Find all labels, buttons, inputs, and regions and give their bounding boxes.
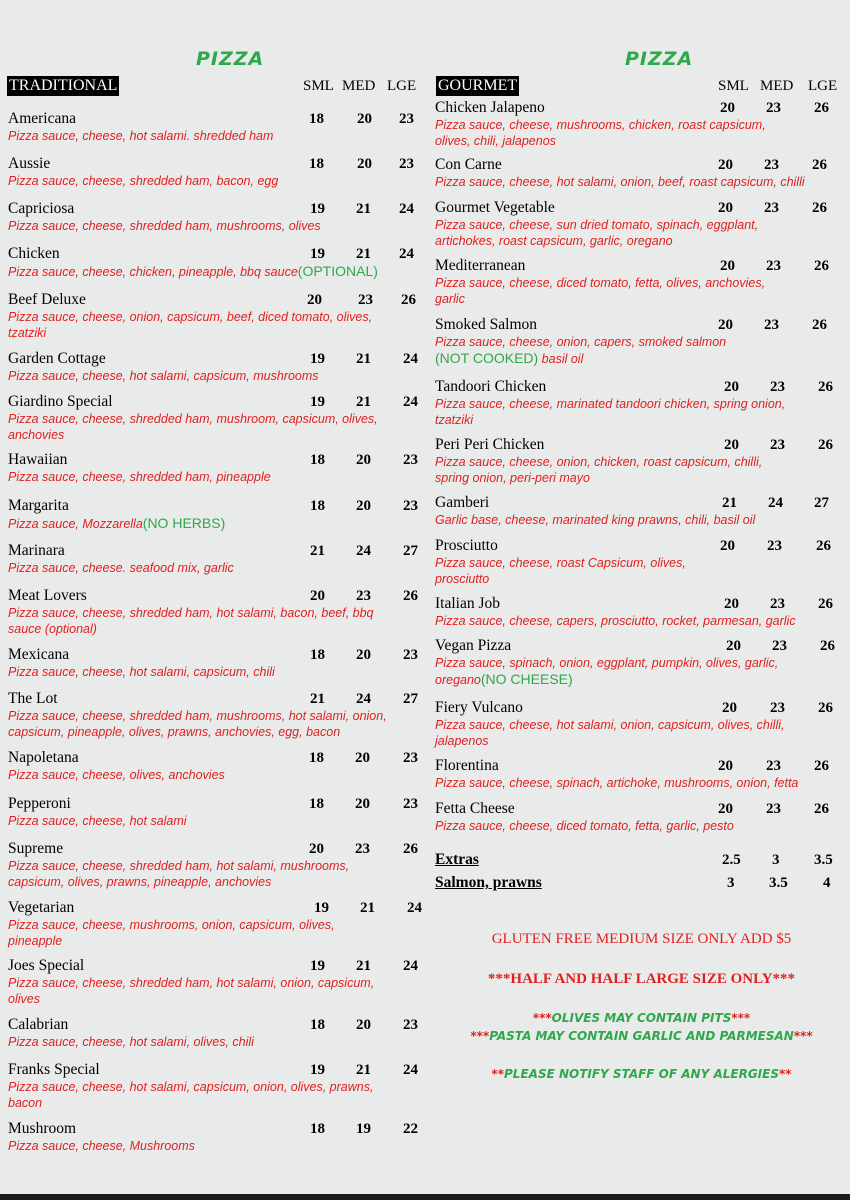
price-lge: 23 <box>403 452 418 468</box>
item-name: Americana <box>8 110 76 127</box>
allergy-notice <box>433 1067 850 1081</box>
size-header-lge: LGE <box>387 78 417 94</box>
item-description <box>435 334 726 367</box>
price-sml: 20 <box>726 638 741 654</box>
item-name: Calabrian <box>8 1016 69 1033</box>
section-label-traditional: TRADITIONAL <box>9 77 118 94</box>
description-line: spring onion, peri-peri mayo <box>435 471 590 485</box>
price-lge: 24 <box>403 394 418 410</box>
price-med: 20 <box>357 111 372 127</box>
price-lge: 24 <box>407 900 422 916</box>
item-description <box>8 411 378 443</box>
price-med: 21 <box>360 900 375 916</box>
size-header-lge: LGE <box>808 78 838 94</box>
description-line: Pizza sauce, cheese, Mushrooms <box>8 1139 195 1153</box>
item-description <box>8 218 321 234</box>
price-sml: 21 <box>310 691 325 707</box>
item-description <box>8 813 187 829</box>
item-description <box>435 717 784 749</box>
price-med: 23 <box>764 157 779 173</box>
price-med: 24 <box>768 495 783 511</box>
size-header-med: MED <box>760 78 794 94</box>
price-med: 20 <box>355 796 370 812</box>
item-description <box>435 613 796 629</box>
gluten-free-notice: GLUTEN FREE MEDIUM SIZE ONLY ADD $5 <box>491 931 792 947</box>
extras-name: Salmon, prawns <box>435 874 542 891</box>
description-line: Pizza sauce, cheese, shredded ham, pineapple <box>8 470 271 484</box>
description-line: Pizza sauce, spinach, onion, eggplant, pumpkin, olives, garlic, <box>435 656 779 670</box>
price-sml: 19 <box>310 201 325 217</box>
price-lge: 23 <box>403 498 418 514</box>
description-line: capsicum, pineapple, olives, prawns, anchovies, egg, bacon <box>8 725 341 739</box>
price-lge: 27 <box>403 691 418 707</box>
description-line: Pizza sauce, cheese, olives, anchovies <box>8 768 225 782</box>
section-label-gourmet: GOURMET <box>438 77 518 94</box>
notice-stars: ** <box>491 1067 505 1081</box>
description-line: anchovies <box>8 428 65 442</box>
item-description <box>8 1034 254 1050</box>
item-name: Franks Special <box>8 1061 100 1078</box>
item-name: Marinara <box>8 542 65 559</box>
item-description <box>435 818 734 834</box>
price-sml: 18 <box>310 498 325 514</box>
item-name: Prosciutto <box>435 537 498 554</box>
extras-price-lge: 3.5 <box>814 852 833 868</box>
description-line: Pizza sauce, cheese, hot salami. shredded ham <box>8 129 274 143</box>
item-name: Mexicana <box>8 646 70 663</box>
price-lge: 26 <box>812 200 827 216</box>
price-med: 23 <box>355 841 370 857</box>
price-sml: 21 <box>722 495 737 511</box>
allergy-text: PLEASE NOTIFY STAFF OF ANY ALERGIES <box>504 1067 779 1081</box>
description-line: Pizza sauce, cheese, shredded ham, hot salami, mushrooms, <box>8 859 350 873</box>
item-name: Smoked Salmon <box>435 316 538 333</box>
price-sml: 18 <box>309 750 324 766</box>
description-line: Pizza sauce, cheese, hot salami, capsicum, onion, olives, prawns, <box>8 1080 374 1094</box>
size-header-sml: SML <box>718 78 749 94</box>
price-sml: 19 <box>310 394 325 410</box>
extras-price-med: 3.5 <box>769 875 788 891</box>
item-name: Gamberi <box>435 494 490 511</box>
price-sml: 20 <box>309 841 324 857</box>
price-lge: 23 <box>403 796 418 812</box>
item-name: Pepperoni <box>8 795 71 812</box>
price-lge: 23 <box>403 750 418 766</box>
item-name: Tandoori Chicken <box>435 378 547 395</box>
description-line: Pizza sauce, cheese, shredded ham, mushrooms, olives <box>8 219 321 233</box>
item-name: Peri Peri Chicken <box>435 436 545 453</box>
price-sml: 20 <box>720 258 735 274</box>
price-sml: 19 <box>314 900 329 916</box>
notice-stars: *** <box>793 1029 813 1043</box>
price-sml: 20 <box>718 801 733 817</box>
item-name: Aussie <box>8 155 51 172</box>
price-sml: 20 <box>720 538 735 554</box>
item-name: Garden Cottage <box>8 350 106 367</box>
item-description <box>435 512 755 528</box>
price-sml: 18 <box>310 452 325 468</box>
description-line: Pizza sauce, cheese, shredded ham, mushroom, capsicum, olives, <box>8 412 378 426</box>
description-line: Pizza sauce, cheese, sun dried tomato, spinach, eggplant, <box>435 218 759 232</box>
price-sml: 20 <box>724 437 739 453</box>
description-line: tzatziki <box>435 413 474 427</box>
price-lge: 27 <box>814 495 829 511</box>
price-lge: 23 <box>403 647 418 663</box>
price-lge: 26 <box>818 596 833 612</box>
price-sml: 20 <box>718 200 733 216</box>
notice-stars: *** <box>470 1029 490 1043</box>
price-lge: 26 <box>403 841 418 857</box>
description-line: sauce (optional) <box>8 622 97 636</box>
price-med: 21 <box>356 246 371 262</box>
notice-stars: ** <box>778 1067 792 1081</box>
price-sml: 20 <box>718 317 733 333</box>
item-description <box>8 664 275 680</box>
price-sml: 18 <box>310 1121 325 1137</box>
item-name: Mediterranean <box>435 257 526 274</box>
item-description <box>435 775 798 791</box>
description-line: basil oil <box>538 352 584 366</box>
item-description <box>8 560 234 576</box>
price-med: 19 <box>356 1121 371 1137</box>
description-line: garlic <box>435 292 465 306</box>
item-name: Chicken Jalapeno <box>435 99 545 116</box>
olives-pits-notice <box>433 1011 850 1025</box>
extras-price-sml: 3 <box>727 875 735 891</box>
description-line: Pizza sauce, cheese, hot salami, capsicum, chili <box>8 665 275 679</box>
price-med: 20 <box>356 647 371 663</box>
item-name: Mushroom <box>8 1120 77 1137</box>
description-line: Pizza sauce, cheese. seafood mix, garlic <box>8 561 234 575</box>
price-lge: 24 <box>399 201 414 217</box>
item-description <box>8 1079 373 1111</box>
price-sml: 20 <box>718 758 733 774</box>
price-sml: 19 <box>310 1062 325 1078</box>
item-name: Margarita <box>8 497 69 514</box>
price-med: 23 <box>766 758 781 774</box>
description-line: Pizza sauce, cheese, shredded ham, hot salami, bacon, beef, bbq <box>8 606 374 620</box>
price-med: 24 <box>356 543 371 559</box>
item-name: Florentina <box>435 757 499 774</box>
price-lge: 22 <box>403 1121 418 1137</box>
price-sml: 20 <box>724 379 739 395</box>
price-med: 20 <box>356 498 371 514</box>
notice-stars: *** <box>532 1011 552 1025</box>
price-med: 20 <box>357 156 372 172</box>
extras-price-lge: 4 <box>823 875 831 891</box>
item-description <box>8 975 374 1007</box>
price-med: 23 <box>764 200 779 216</box>
description-line: Pizza sauce, cheese, hot salami <box>8 814 187 828</box>
item-description <box>435 454 762 486</box>
item-description <box>435 117 766 149</box>
item-name: Vegetarian <box>8 899 75 916</box>
item-description <box>8 858 349 890</box>
description-line: olives, chili, jalapenos <box>435 134 556 148</box>
item-description <box>8 368 319 384</box>
price-med: 23 <box>770 596 785 612</box>
price-lge: 26 <box>818 437 833 453</box>
item-name: Chicken <box>8 245 60 262</box>
price-med: 20 <box>356 452 371 468</box>
item-description <box>8 263 378 280</box>
description-line: Garlic base, cheese, marinated king prawns, chili, basil oil <box>435 513 756 527</box>
price-sml: 18 <box>309 156 324 172</box>
price-sml: 18 <box>310 647 325 663</box>
item-name: Beef Deluxe <box>8 291 86 308</box>
item-name: Con Carne <box>435 156 502 173</box>
description-line: Pizza sauce, cheese, roast Capsicum, olives, <box>435 556 686 570</box>
price-lge: 26 <box>812 157 827 173</box>
item-description <box>435 655 778 688</box>
price-med: 23 <box>358 292 373 308</box>
price-med: 21 <box>356 351 371 367</box>
extras-price-sml: 2.5 <box>722 852 741 868</box>
item-note: (NO CHEESE) <box>480 671 573 687</box>
notice-stars: *** <box>731 1011 751 1025</box>
item-name: Giardino Special <box>8 393 113 410</box>
price-med: 23 <box>767 538 782 554</box>
item-description <box>8 309 372 341</box>
price-med: 21 <box>356 958 371 974</box>
price-sml: 20 <box>307 292 322 308</box>
description-line: Pizza sauce, cheese, diced tomato, fetta, olives, anchovies, <box>435 276 766 290</box>
price-lge: 26 <box>816 538 831 554</box>
price-lge: 26 <box>401 292 416 308</box>
item-name: Joes Special <box>8 957 85 974</box>
price-med: 23 <box>766 258 781 274</box>
description-line: Pizza sauce, cheese, onion, chicken, roast capsicum, chilli, <box>435 455 763 469</box>
price-lge: 26 <box>818 700 833 716</box>
price-med: 23 <box>770 437 785 453</box>
price-med: 20 <box>355 750 370 766</box>
price-sml: 19 <box>310 958 325 974</box>
description-line: Pizza sauce, cheese, marinated tandoori chicken, spring onion, <box>435 397 786 411</box>
price-lge: 26 <box>814 100 829 116</box>
description-line: oregano <box>435 673 481 687</box>
description-line: Pizza sauce, cheese, mushrooms, onion, capsicum, olives, <box>8 918 335 932</box>
price-sml: 20 <box>722 700 737 716</box>
extras-price-med: 3 <box>772 852 780 868</box>
price-med: 23 <box>770 700 785 716</box>
price-sml: 20 <box>310 588 325 604</box>
description-line: olives <box>8 992 40 1006</box>
item-note: (NO HERBS) <box>142 515 226 531</box>
price-lge: 23 <box>399 111 414 127</box>
item-name: Vegan Pizza <box>435 637 512 654</box>
item-name: Fiery Vulcano <box>435 699 523 716</box>
pasta-garlic-notice <box>433 1029 850 1043</box>
item-description <box>435 174 805 190</box>
price-lge: 23 <box>399 156 414 172</box>
description-line: Pizza sauce, cheese, chicken, pineapple, bbq sauce <box>8 265 298 279</box>
description-line: capsicum, olives, prawns, pineapple, anchovies <box>8 875 272 889</box>
price-lge: 24 <box>403 351 418 367</box>
item-name: Gourmet Vegetable <box>435 199 555 216</box>
item-name: Hawaiian <box>8 451 68 468</box>
description-line: Pizza sauce, cheese, onion, capers, smoked salmon <box>435 335 727 349</box>
half-and-half-notice: ***HALF AND HALF LARGE SIZE ONLY*** <box>487 971 796 987</box>
item-name: Capriciosa <box>8 200 75 217</box>
item-name: Napoletana <box>8 749 79 766</box>
price-lge: 24 <box>403 1062 418 1078</box>
description-line: Pizza sauce, cheese, capers, prosciutto, rocket, parmesan, garlic <box>435 614 796 628</box>
price-lge: 26 <box>403 588 418 604</box>
traditional-header-row <box>0 76 425 96</box>
price-lge: 24 <box>403 958 418 974</box>
item-name: Fetta Cheese <box>435 800 515 817</box>
price-med: 23 <box>766 100 781 116</box>
price-lge: 26 <box>812 317 827 333</box>
description-line: Pizza sauce, cheese, shredded ham, bacon, egg <box>8 174 279 188</box>
price-med: 23 <box>764 317 779 333</box>
item-name: Italian Job <box>435 595 500 612</box>
price-med: 23 <box>766 801 781 817</box>
item-note: (NOT COOKED) <box>435 350 539 366</box>
price-sml: 18 <box>310 1017 325 1033</box>
description-line: Pizza sauce, Mozzarella <box>8 517 143 531</box>
item-description <box>435 555 686 587</box>
description-line: Pizza sauce, cheese, shredded ham, mushrooms, hot salami, onion, <box>8 709 387 723</box>
item-description <box>8 767 225 783</box>
price-lge: 26 <box>814 258 829 274</box>
description-line: Pizza sauce, cheese, hot salami, capsicum, mushrooms <box>8 369 319 383</box>
price-sml: 19 <box>310 351 325 367</box>
description-line: Pizza sauce, cheese, mushrooms, chicken, roast capsicum, <box>435 118 766 132</box>
price-lge: 26 <box>814 758 829 774</box>
description-line: Pizza sauce, cheese, shredded ham, hot salami, onion, capsicum, <box>8 976 375 990</box>
price-lge: 26 <box>814 801 829 817</box>
price-med: 21 <box>356 201 371 217</box>
description-line: Pizza sauce, cheese, diced tomato, fetta, garlic, pesto <box>435 819 734 833</box>
item-description <box>8 1138 195 1154</box>
item-description <box>8 173 278 189</box>
gourmet-header-row <box>433 76 850 96</box>
item-description <box>435 275 765 307</box>
extras-name: Extras <box>435 851 479 868</box>
page-bottom-bar <box>0 1194 850 1200</box>
price-med: 21 <box>356 1062 371 1078</box>
price-med: 23 <box>772 638 787 654</box>
price-sml: 21 <box>310 543 325 559</box>
description-line: jalapenos <box>435 734 489 748</box>
olives-pits-text: OLIVES MAY CONTAIN PITS <box>551 1011 732 1025</box>
description-line: Pizza sauce, cheese, spinach, artichoke, mushrooms, onion, fetta <box>435 776 799 790</box>
price-med: 24 <box>356 691 371 707</box>
description-line: Pizza sauce, cheese, onion, capsicum, beef, diced tomato, olives, <box>8 310 373 324</box>
item-description <box>8 605 374 637</box>
description-line: prosciutto <box>435 572 490 586</box>
item-description <box>8 515 225 532</box>
price-med: 21 <box>356 394 371 410</box>
price-sml: 20 <box>724 596 739 612</box>
pizza-heading-left: PIZZA <box>196 48 265 70</box>
description-line: artichokes, roast capsicum, garlic, oregano <box>435 234 673 248</box>
description-line: Pizza sauce, cheese, hot salami, onion, beef, roast capsicum, chilli <box>435 175 805 189</box>
item-description <box>8 708 387 740</box>
description-line: Pizza sauce, cheese, hot salami, olives, chili <box>8 1035 254 1049</box>
price-sml: 20 <box>718 157 733 173</box>
item-name: Supreme <box>8 840 64 857</box>
price-sml: 18 <box>309 796 324 812</box>
description-line: tzatziki <box>8 326 47 340</box>
size-header-sml: SML <box>303 78 334 94</box>
price-lge: 26 <box>820 638 835 654</box>
size-header-med: MED <box>342 78 376 94</box>
price-sml: 20 <box>720 100 735 116</box>
pasta-garlic-text: PASTA MAY CONTAIN GARLIC AND PARMESAN <box>489 1029 794 1043</box>
description-line: pineapple <box>8 934 63 948</box>
price-med: 23 <box>770 379 785 395</box>
item-description <box>8 469 271 485</box>
item-name: The Lot <box>8 690 58 707</box>
price-med: 23 <box>356 588 371 604</box>
price-lge: 26 <box>818 379 833 395</box>
item-description <box>435 396 785 428</box>
item-description <box>435 217 758 249</box>
description-line: Pizza sauce, cheese, hot salami, onion, capsicum, olives, chilli, <box>435 718 785 732</box>
item-note: (OPTIONAL) <box>297 263 378 279</box>
price-lge: 23 <box>403 1017 418 1033</box>
item-description <box>8 128 273 144</box>
price-lge: 27 <box>403 543 418 559</box>
item-description <box>8 917 335 949</box>
pizza-heading-right: PIZZA <box>625 48 694 70</box>
price-med: 20 <box>356 1017 371 1033</box>
price-lge: 24 <box>399 246 414 262</box>
price-sml: 19 <box>310 246 325 262</box>
description-line: bacon <box>8 1096 43 1110</box>
price-sml: 18 <box>309 111 324 127</box>
item-name: Meat Lovers <box>8 587 87 604</box>
